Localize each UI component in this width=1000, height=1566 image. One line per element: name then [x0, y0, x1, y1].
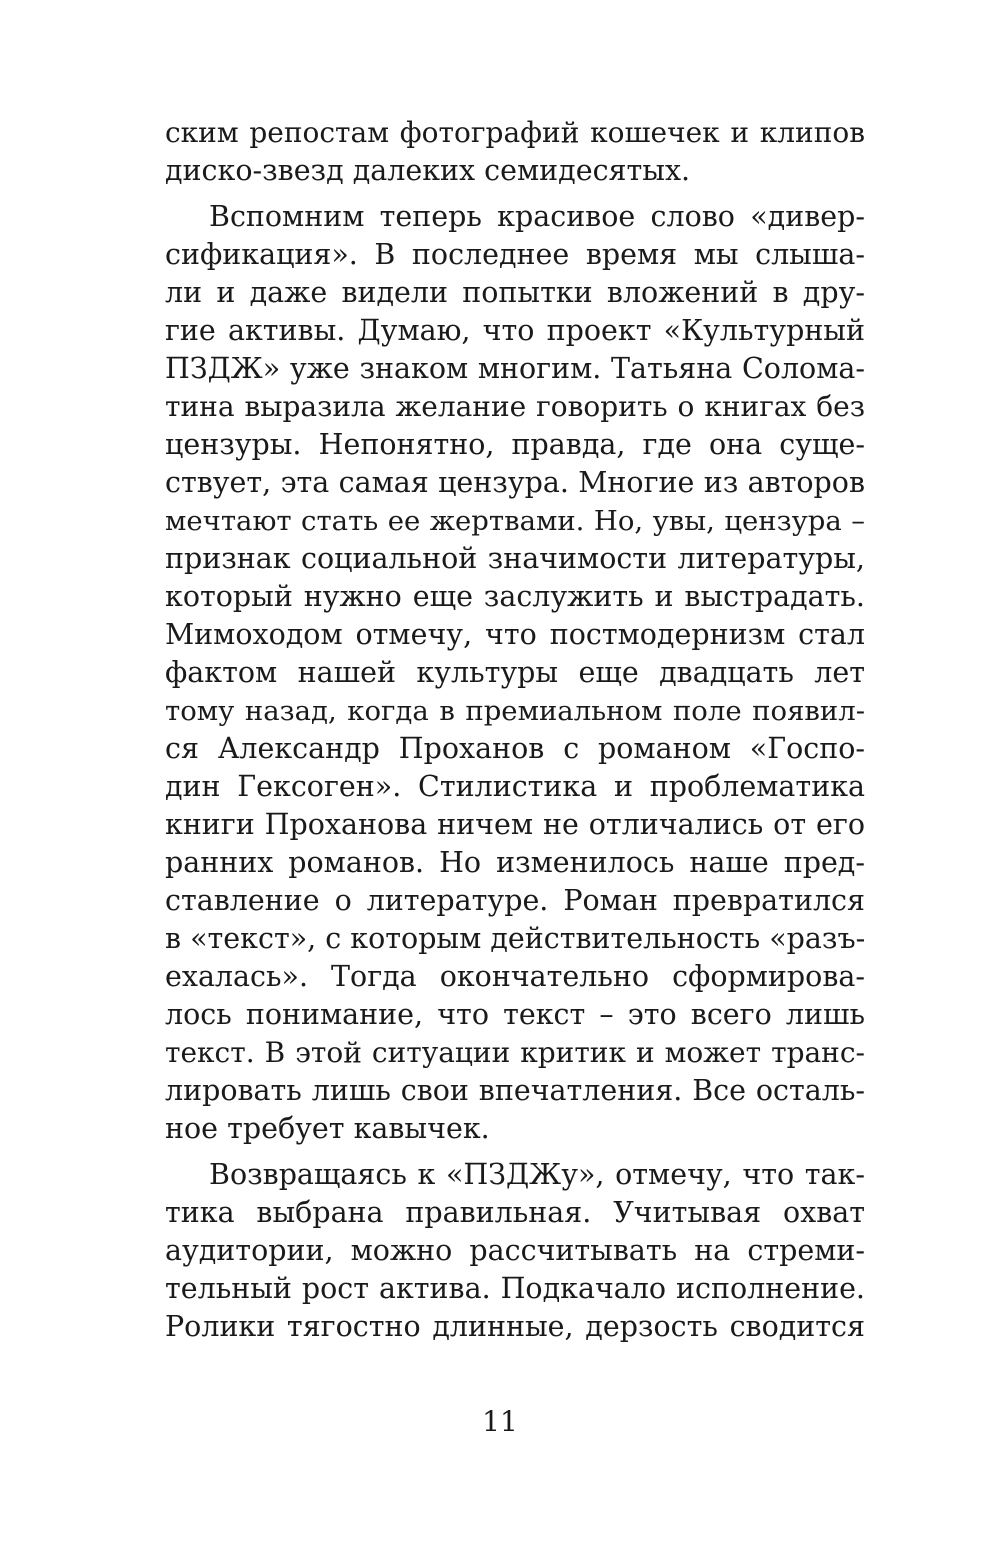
text-line: лось понимание, что текст – это всего лишь	[165, 998, 865, 1031]
text-line: признак социальной значимости литературы,	[165, 542, 865, 575]
text-line: лировать лишь свои впечатления. Все осталь-	[165, 1074, 865, 1107]
text-line: ехалась». Тогда окончательно сформирова-	[165, 960, 865, 993]
text-line: диско-звезд далеких семидесятых.	[165, 154, 691, 187]
text-line: ствует, эта самая цензура. Многие из авторов	[165, 466, 865, 499]
text-line: книги Проханова ничем не отличались от его	[165, 808, 865, 841]
text-line: фактом нашей культуры еще двадцать лет	[165, 656, 865, 689]
text-line: аудитории, можно рассчитывать на стреми-	[165, 1234, 865, 1267]
text-line: тому назад, когда в премиальном поле появил-	[165, 695, 865, 727]
text-line: ное требует кавычек.	[165, 1112, 490, 1145]
text-line: Ролики тягостно длинные, дерзость сводится	[165, 1310, 865, 1343]
text-line: тина выразила желание говорить о книгах без	[165, 390, 865, 423]
text-line: Мимоходом отмечу, что постмодернизм стал	[165, 618, 865, 651]
text-line: гие активы. Думаю, что проект «Культурный	[165, 314, 865, 347]
text-line: тельный рост актива. Подкачало исполнение.	[165, 1272, 865, 1305]
text-line: ПЗДЖ» уже знаком многим. Татьяна Солома-	[165, 352, 865, 385]
text-line: сификация». В последнее время мы слыша-	[165, 238, 865, 271]
page-number: 11	[482, 1405, 518, 1438]
text-line: тика выбрана правильная. Учитывая охват	[165, 1196, 865, 1229]
text-line: ставление о литературе. Роман превратился	[165, 884, 865, 917]
text-line: Вспомним теперь красивое слово «дивер-	[209, 200, 865, 233]
text-line: мечтают стать ее жертвами. Но, увы, цензура –	[165, 505, 865, 537]
text-line: Возвращаясь к «ПЗДЖу», отмечу, что так-	[209, 1158, 865, 1191]
text-line: ли и даже видели попытки вложений в дру-	[165, 276, 865, 309]
text-line: ся Александр Проханов с романом «Госпо-	[165, 732, 865, 765]
text-line: дин Гексоген». Стилистика и проблематика	[165, 770, 865, 803]
text-line: текст. В этой ситуации критик и может транс-	[165, 1036, 865, 1069]
text-line: цензуры. Непонятно, правда, где она суще-	[165, 428, 865, 461]
text-line: который нужно еще заслужить и выстрадать.	[165, 580, 865, 613]
text-line: ским репостам фотографий кошечек и клипов	[165, 116, 865, 149]
text-line: ранних романов. Но изменилось наше пред-	[165, 846, 865, 879]
text-line: в «текст», с которым действительность «разъ-	[165, 922, 866, 955]
